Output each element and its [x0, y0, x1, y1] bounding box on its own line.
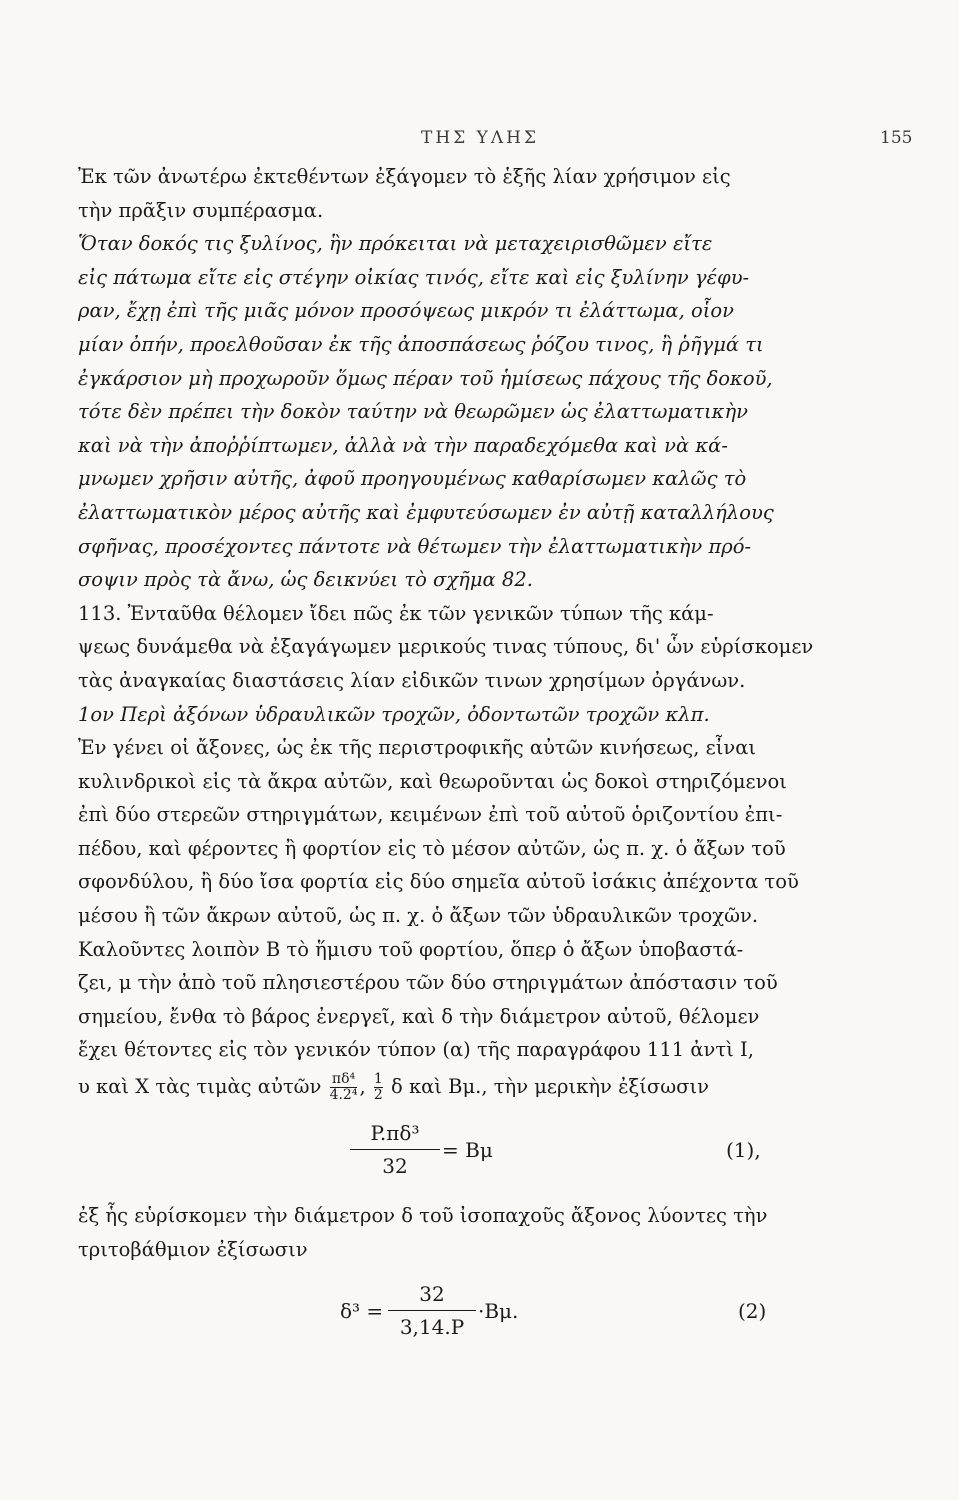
italic-line: τότε δὲν πρέπει τὴν δοκὸν ταύτην νὰ θεωρῶμεν ὡς ἐλαττωματικὴν — [78, 400, 748, 424]
equation-2-fraction — [388, 1280, 476, 1341]
text-line: ἐπὶ δύο στερεῶν στηριγμάτων, κειμένων ἐπὶ τοῦ αὐτοῦ ὁριζοντίου ἐπι- — [78, 803, 783, 827]
section-heading: 1ον Περὶ ἀξόνων ὑδραυλικῶν τροχῶν, ὀδοντωτῶν τροχῶν κλπ. — [78, 702, 710, 726]
inline-fraction-1-denominator: 4.2⁴ — [329, 1087, 358, 1104]
equation-1-label: (1), — [726, 1138, 761, 1163]
italic-line: καὶ νὰ τὴν ἀποῤῥίπτωμεν, ἀλλὰ νὰ τὴν παραδεχόμεθα καὶ νὰ κά- — [78, 433, 728, 457]
equation-2-denominator: 3,14.P — [399, 1315, 465, 1340]
page-header — [0, 128, 959, 158]
equation-1 — [78, 1107, 878, 1199]
running-title: ΤΗΣ ΥΛΗΣ — [421, 128, 539, 148]
fraction-line: υ καὶ X τὰς τιμὰς αὐτῶν $\frac{\text{πδ⁴}}{\text{4.2⁴}}$ , $\frac{1}{2}$ δ καὶ Bμ., τὴν μερικὴν ἐξίσωσιν — [78, 1071, 709, 1104]
text-line: ἐξ ἧς εὑρίσκομεν τὴν διάμετρον δ τοῦ ἰσοπαχοῦς ἄξονος λύοντες τὴν — [78, 1204, 768, 1228]
text-line: ἔχει θέτοντες εἰς τὸν γενικόν τύπον (α) τῆς παραγράφου 111 ἀντὶ I, — [78, 1038, 754, 1062]
text-line: ψεως δυνάμεθα νὰ ἐξαγάγωμεν μερικούς τινας τύπους, δι' ὧν εὑρίσκομεν — [78, 635, 814, 659]
equation-2-lhs: δ³ = — [340, 1299, 384, 1324]
text-line: 113. Ἐνταῦθα θέλομεν ἴδει πῶς ἐκ τῶν γενικῶν τύπων τῆς κάμ- — [78, 601, 714, 625]
italic-line: ἐγκάρσιον μὴ προχωροῦν ὅμως πέραν τοῦ ἡμίσεως πάχους τῆς δοκοῦ, — [78, 366, 773, 390]
italic-line: εἰς πάτωμα εἴτε εἰς στέγην οἰκίας τινός, εἴτε καὶ εἰς ξυλίνην γέφυ- — [78, 265, 750, 289]
italic-line: σφῆνας, προσέχοντες πάντοτε νὰ θέτωμεν τὴν ἐλαττωματικὴν πρό- — [78, 534, 752, 558]
inline-fraction-2 — [374, 1072, 383, 1103]
text-line: πέδου, καὶ φέροντες ἢ φορτίον εἰς τὸ μέσον αὐτῶν, ὡς π. χ. ὁ ἄξων τοῦ — [78, 836, 786, 860]
fraction-line-text-after: δ καὶ Bμ., τὴν μερικὴν ἐξίσωσιν — [391, 1075, 709, 1099]
text-line: τὰς ἀναγκαίας διαστάσεις λίαν εἰδικῶν τινων χρησίμων ὀργάνων. — [78, 668, 746, 692]
text-line: Ἐκ τῶν ἀνωτέρω ἐκτεθέντων ἐξάγομεν τὸ ἑξῆς λίαν χρήσιμον εἰς — [78, 165, 731, 188]
italic-line: μνωμεν χρῆσιν αὐτῆς, ἀφοῦ προηγουμένως καθαρίσωμεν καλῶς τὸ — [78, 467, 747, 491]
italic-line: ραν, ἔχῃ ἐπὶ τῆς μιᾶς μόνον προσόψεως μικρόν τι ἐλάττωμα, οἷον — [78, 299, 734, 323]
equation-1-numerator: P.πδ³ — [370, 1121, 420, 1146]
text-line: σημείου, ἔνθα τὸ βάρος ἐνεργεῖ, καὶ δ τὴν διάμετρον αὐτοῦ, θέλομεν — [78, 1004, 760, 1028]
italic-line: ἐλαττωματικὸν μέρος αὐτῆς καὶ ἐμφυτεύσωμεν ἐν αὐτῇ καταλλήλους — [78, 500, 774, 524]
text-line: ζει, μ τὴν ἀπὸ τοῦ πλησιεστέρου τῶν δύο στηριγμάτων ἀπόστασιν τοῦ — [78, 971, 778, 995]
italic-line: σοψιν πρὸς τὰ ἄνω, ὡς δεικνύει τὸ σχῆμα 82. — [78, 568, 533, 592]
text-line: Ἐν γένει οἱ ἄξονες, ὡς ἐκ τῆς περιστροφικῆς αὐτῶν κινήσεως, εἶναι — [78, 736, 757, 760]
inline-fraction-1 — [330, 1072, 358, 1103]
inline-fraction-2-numerator: 1 — [373, 1071, 383, 1088]
text-line: σφονδύλου, ἢ δύο ἴσα φορτία εἰς δύο σημεῖα αὐτοῦ ἰσάκις ἀπέχοντα τοῦ — [78, 870, 799, 894]
inline-fraction-1-numerator: πδ⁴ — [331, 1071, 356, 1088]
equation-2 — [78, 1266, 878, 1354]
italic-line: μίαν ὀπήν, προελθοῦσαν ἐκ τῆς ἀποσπάσεως ῥόζου τινος, ἢ ῥῆγμά τι — [78, 332, 764, 356]
inline-fraction-2-denominator: 2 — [373, 1087, 383, 1104]
fraction-line-text-before: υ καὶ X τὰς τιμὰς αὐτῶν — [78, 1075, 322, 1099]
text-line: τριτοβάθμιον ἐξίσωσιν — [78, 1237, 308, 1261]
equation-2-label: (2) — [738, 1299, 767, 1324]
equation-2-numerator: 32 — [419, 1282, 445, 1307]
text-line: Καλοῦντες λοιπὸν B τὸ ἥμισυ τοῦ φορτίου, ὅπερ ὁ ἄξων ὑποβαστά- — [78, 937, 744, 961]
text-line: μέσου ἢ τῶν ἄκρων αὐτοῦ, ὡς π. χ. ὁ ἄξων τῶν ὑδραυλικῶν τροχῶν. — [78, 904, 759, 928]
equation-1-fraction — [350, 1119, 440, 1180]
page-body — [78, 160, 878, 1354]
equation-1-denominator: 32 — [382, 1154, 408, 1179]
equation-1-rhs: = Bμ — [442, 1138, 493, 1163]
page-number: 155 — [880, 128, 913, 148]
text-line: τὴν πρᾶξιν συμπέρασμα. — [78, 198, 324, 222]
equation-2-rhs: ·Bμ. — [478, 1299, 519, 1324]
italic-line: Ὅταν δοκός τις ξυλίνος, ἣν πρόκειται νὰ μεταχειρισθῶμεν εἴτε — [78, 232, 713, 256]
text-line: κυλινδρικοὶ εἰς τὰ ἄκρα αὐτῶν, καὶ θεωροῦνται ὡς δοκοὶ στηριζόμενοι — [78, 769, 787, 793]
